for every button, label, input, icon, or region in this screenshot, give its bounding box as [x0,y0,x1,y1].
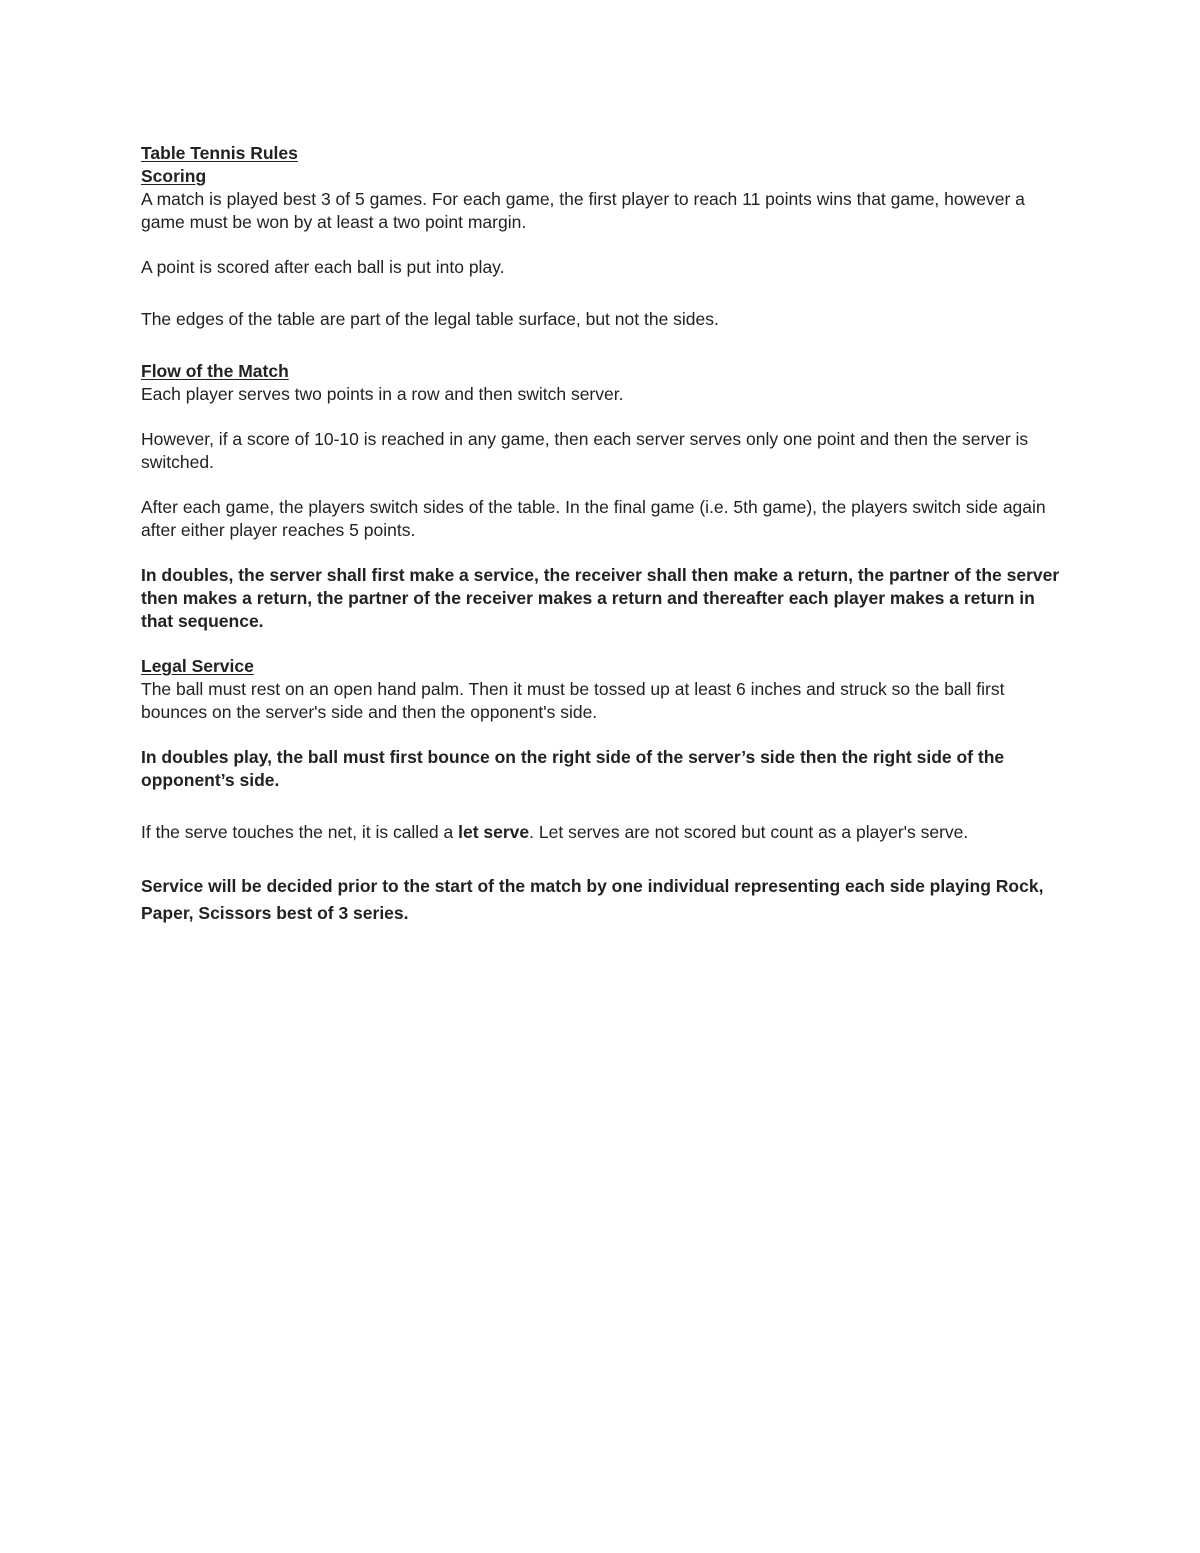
let-serve-text-after: . Let serves are not scored but count as a player's serve. [529,822,969,842]
section-heading-flow: Flow of the Match [141,361,289,381]
flow-paragraph-3: After each game, the players switch sides of the table. In the final game (i.e. 5th game), the players switch side again after either player reaches 5 points. [141,497,1046,540]
service-paragraph-1: The ball must rest on an open hand palm. Then it must be tossed up at least 6 inches and struck so the ball first bounces on the server's side and then the opponent's side. [141,679,1005,722]
scoring-paragraph-1: A match is played best 3 of 5 games. For each game, the first player to reach 11 points wins that game, however a game must be won by at least a two point margin. [141,189,1025,232]
service-paragraph-closing: Service will be decided prior to the start of the match by one individual representing each side playing Rock, Paper, Scissors best of 3 series. [141,876,1044,923]
flow-paragraph-1: Each player serves two points in a row and then switch server. [141,384,624,404]
section-heading-legal-service: Legal Service [141,656,254,676]
service-paragraph-let-serve [141,821,1071,844]
scoring-paragraph-2: A point is scored after each ball is put into play. [141,257,505,277]
scoring-paragraph-3: The edges of the table are part of the legal table surface, but not the sides. [141,309,719,329]
service-paragraph-doubles: In doubles play, the ball must first bounce on the right side of the server’s side then the right side of the opponent’s side. [141,747,1005,790]
section-heading-scoring: Scoring [141,166,207,186]
let-serve-text-before: If the serve touches the net, it is called a [141,822,459,842]
document-title: Table Tennis Rules [141,143,298,163]
flow-paragraph-doubles: In doubles, the server shall first make a service, the receiver shall then make a return, the partner of the server then makes a return, the partner of the receiver makes a return and thereafter each player makes a return in that sequence. [141,565,1060,631]
flow-paragraph-2: However, if a score of 10-10 is reached in any game, then each server serves only one point and then the server is switched. [141,429,1029,472]
let-serve-term: let serve [458,822,530,842]
document-page [141,142,1071,927]
